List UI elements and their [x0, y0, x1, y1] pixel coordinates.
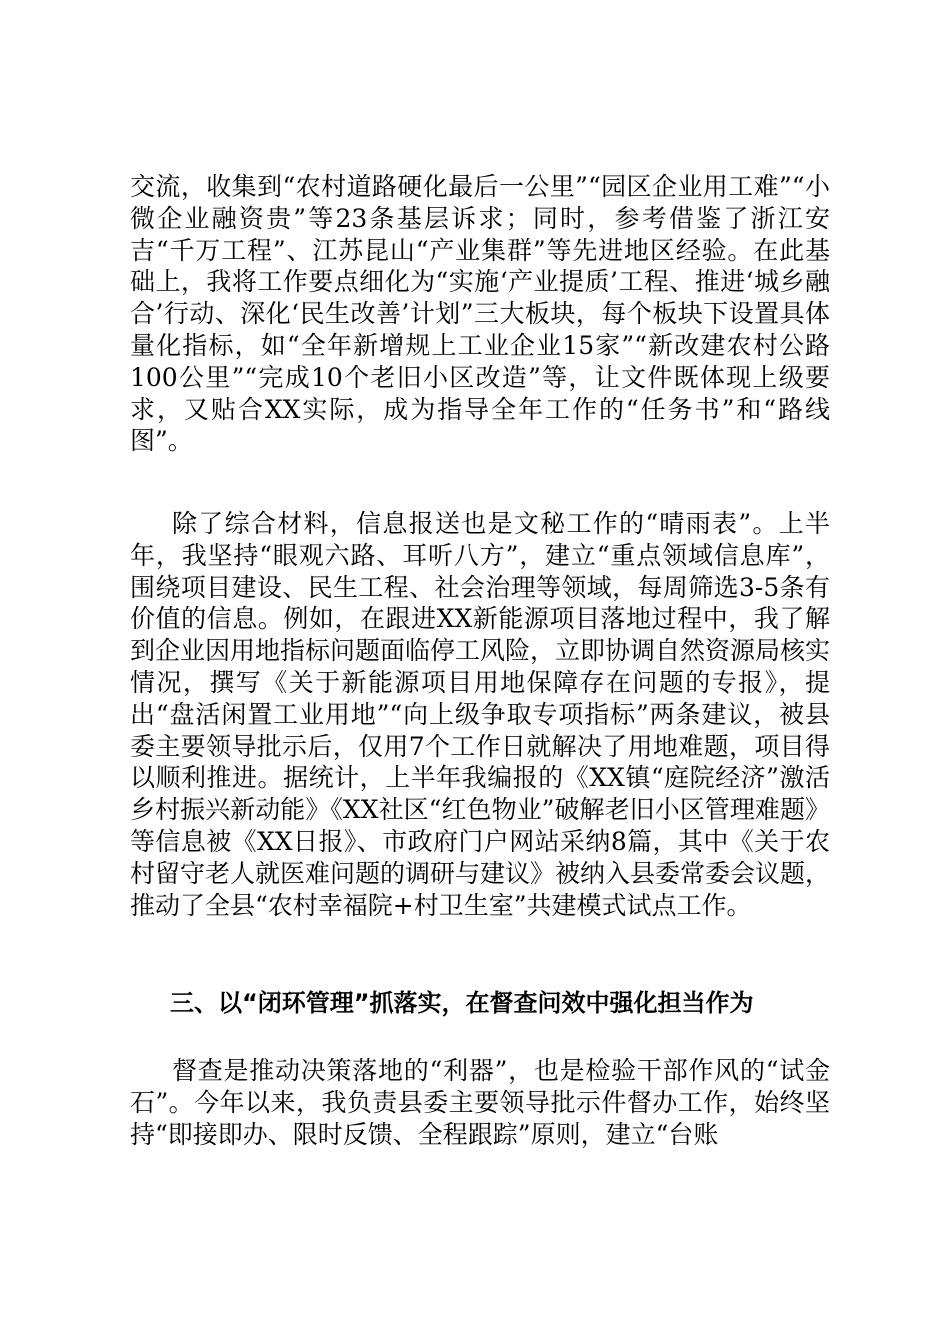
section-heading: 三、以“闭环管理”抓落实，在督查问效中强化担当作为: [170, 989, 754, 1017]
body-paragraph: 督查是推动决策落地的“利器”，也是检验干部作风的“试金石”。今年以来，我负责县委主要领导批示件督办工作，始终坚持“即接即办、限时反馈、全程跟踪”原则，建立“台账: [130, 1056, 830, 1149]
body-paragraph: 除了综合材料，信息报送也是文秘工作的“晴雨表”。上半年，我坚持“眼观六路、耳听八方”，建立“重点领域信息库”，围绕项目建设、民生工程、社会治理等领域，每周筛选3-5条有价值的信息。例如，在跟进XX新能源项目落地过程中，我了解到企业因用地指标问题面临停工风险，立即协调自然资源局核实情况，撰写《关于新能源项目用地保障存在问题的专报》，提出“盘活闲置工业用地”“向上级争取专项指标”两条建议，被县委主要领导批示后，仅用7个工作日就解决了用地难题，项目得以顺利推进。据统计，上半年我编报的《XX镇“庭院经济”激活乡村振兴新动能》《XX社区“红色物业”破解老旧小区管理难题》等信息被《XX日报》、市政府门户网站采纳8篇，其中《关于农村留守老人就医难问题的调研与建议》被纳入县委常委会议题，推动了全县“农村幸福院+村卫生室”共建模式试点工作。: [130, 509, 831, 920]
body-paragraph: 交流，收集到“农村道路硬化最后一公里”“园区企业用工难”“小微企业融资贵”等23条基层诉求；同时，参考借鉴了浙江安吉“千万工程”、江苏昆山“产业集群”等先进地区经验。在此基础上，我将工作要点细化为“实施‘产业提质’工程、推进‘城乡融合’行动、深化‘民生改善’计划”三大板块，每个板块下设置具体量化指标，如“全年新增规上工业企业15家”“新改建农村公路100公里”“完成10个老旧小区改造”等，让文件既体现上级要求，又贴合XX实际，成为指导全年工作的“任务书”和“路线图”。: [130, 172, 830, 456]
